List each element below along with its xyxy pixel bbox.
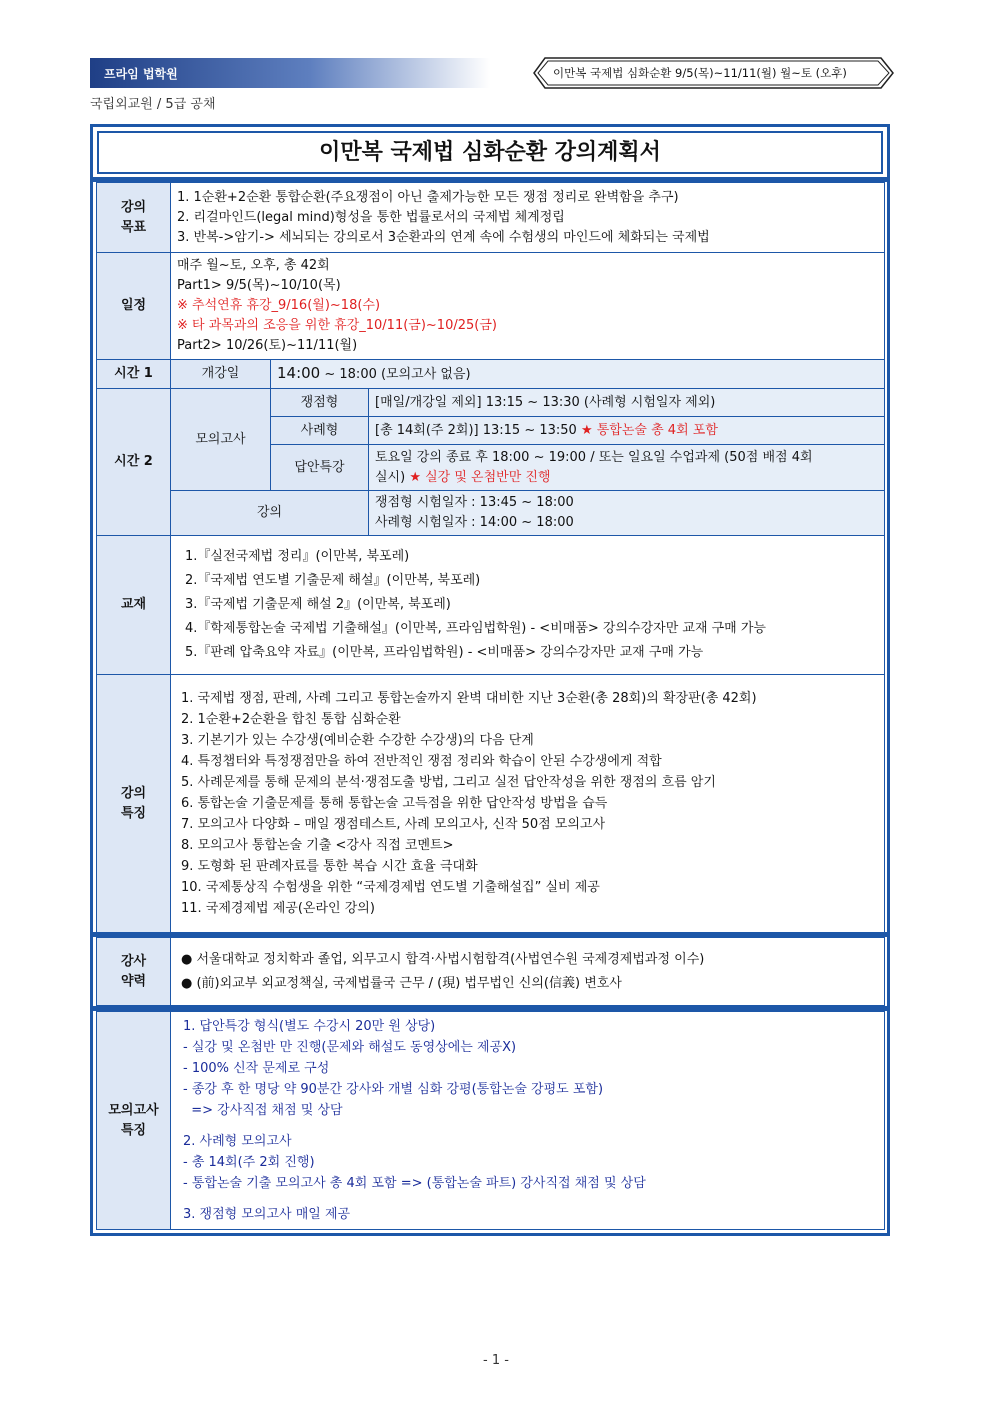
feature-item: 5. 사례문제를 통해 문제의 분석·쟁점도출 방법, 그리고 실전 답안작성을 위한 쟁점의 흐름 암기 — [181, 775, 716, 790]
time1-start: 14:00 — [277, 364, 321, 382]
career-item: ● (前)외교부 외교정책실, 국제법률국 근무 / (現) 법무법인 신의(信義) 변호사 — [181, 975, 622, 991]
mock-line: - 100% 신작 문제로 구성 — [183, 1061, 330, 1076]
course-tag — [533, 57, 895, 89]
schedule-content — [171, 253, 885, 360]
row-schedule — [97, 253, 885, 360]
row-goal — [97, 183, 885, 253]
case-type-content — [369, 417, 885, 445]
case-type-note: ★ 통합논술 총 4회 포함 — [580, 422, 718, 438]
answer-lecture-label: 답안특강 — [271, 445, 369, 491]
lecture-time-text: 쟁점형 시험일자 : 13:45 ~ 18:00 — [375, 495, 574, 510]
page-title: 이만복 국제법 심화순환 강의계획서 — [97, 131, 883, 174]
time1-label: 시간 1 — [97, 360, 171, 389]
schedule-line: Part2> 10/26(토)~11/11(월) — [177, 338, 358, 353]
mock-line: - 실강 및 온첨반 만 진행(문제와 해설도 동영상에는 제공X) — [183, 1040, 517, 1055]
plan-table-mock — [96, 1011, 885, 1230]
case-type-label: 사례형 — [271, 417, 369, 445]
textbook-item: 5.『판례 압축요약 자료』(이만복, 프라임법학원) - <비매품> 강의수강자만 교재 구매 가능 — [185, 645, 704, 660]
mock-exam-label: 모의고사 — [171, 389, 271, 491]
row-textbooks — [97, 536, 885, 675]
time1-rest: ~ 18:00 (모의고사 없음) — [320, 367, 471, 382]
career-content — [171, 938, 885, 1006]
goal-line: 3. 반복->암기-> 세뇌되는 강의로서 3순환과의 연계 속에 수험생의 마인드에 체화되는 국제법 — [177, 229, 710, 245]
career-item: ● 서울대학교 정치학과 졸업, 외무고시 합격·사법시험합격(사법연수원 국제경제법과정 이수) — [181, 951, 705, 967]
feature-item: 1. 국제법 쟁점, 판례, 사례 그리고 통합논술까지 완벽 대비한 지난 3순환(총 28회)의 확장판(총 42회) — [181, 691, 757, 706]
features-content — [171, 675, 885, 933]
textbook-item: 4.『학제통합논술 국제법 기출해설』(이만복, 프라임법학원) - <비매품> 강의수강자만 교재 구매 가능 — [185, 621, 766, 636]
feature-item: 9. 도형화 된 판례자료를 통한 복습 시간 효율 극대화 — [181, 859, 478, 874]
brand-banner — [90, 58, 490, 88]
mock-line: 1. 답안특강 형식(별도 수강시 20만 원 상당) — [183, 1019, 436, 1034]
row-time1 — [97, 360, 885, 389]
mock-line: => 강사직접 채점 및 상담 — [183, 1103, 343, 1118]
feature-item: 11. 국제경제법 제공(온라인 강의) — [181, 901, 375, 916]
feature-item: 3. 기본기가 있는 수강생(예비순환 수강한 수강생)의 다음 단계 — [181, 733, 534, 748]
goal-line: 2. 리걸마인드(legal mind)형성을 통한 법률로서의 국제법 체계정립 — [177, 209, 565, 225]
feature-item: 8. 모의고사 통합논술 기출 <강사 직접 코멘트> — [181, 838, 454, 853]
textbook-item: 2.『국제법 연도별 기출문제 해설』(이만복, 북포레) — [185, 573, 481, 588]
feature-item: 2. 1순환+2순환을 합친 통합 심화순환 — [181, 712, 401, 727]
goal-line: 1. 1순환+2순환 통합순환(주요쟁점이 아닌 출제가능한 모든 쟁점 정리로 완벽함을 추구) — [177, 189, 679, 205]
features-label: 강의 특징 — [97, 675, 171, 933]
row-career — [97, 938, 885, 1006]
lecture-time-label: 강의 — [171, 491, 369, 536]
brand-name: 프라임 법학원 — [104, 67, 178, 81]
row-features — [97, 675, 885, 933]
answer-lecture-content — [369, 445, 885, 491]
plan-table-career — [96, 937, 885, 1006]
answer-lecture-text: 토요일 강의 종료 후 18:00 ~ 19:00 / 또는 일요일 수업과제 (50점 배점 4회 — [375, 449, 813, 465]
schedule-line: 매주 월~토, 오후, 총 42회 — [177, 258, 330, 273]
page-number: - 1 - — [483, 1353, 509, 1368]
feature-item: 10. 국제통상직 수험생을 위한 “국제경제법 연도별 기출해설집” 실비 제공 — [181, 880, 600, 895]
goal-content — [171, 183, 885, 253]
opening-day-label: 개강일 — [171, 360, 271, 389]
lecture-time-text: 사례형 시험일자 : 14:00 ~ 18:00 — [375, 515, 574, 530]
mock-line: - 통합논술 기출 모의고사 총 4회 포함 => (통합논술 파트) 강사직접 채점 및 상담 — [183, 1176, 646, 1191]
textbook-item: 1.『실전국제법 정리』(이만복, 북포레) — [185, 549, 410, 564]
feature-item: 6. 통합논술 기출문제를 통해 통합논술 고득점을 위한 답안작성 방법을 습득 — [181, 796, 608, 811]
feature-item: 7. 모의고사 다양화 – 매일 쟁점테스트, 사례 모의고사, 신작 50점 모의고사 — [181, 817, 606, 832]
schedule-holiday-note: ※ 타 과목과의 조응을 위한 휴강_10/11(금)~10/25(금) — [177, 318, 497, 333]
answer-lecture-note: ★ 실강 및 온첨반만 진행 — [409, 469, 551, 485]
answer-lecture-text: 실시) — [375, 469, 410, 485]
time1-content — [271, 360, 885, 389]
textbook-item: 3.『국제법 기출문제 해설 2』(이만복, 북포레) — [185, 597, 451, 612]
schedule-line: Part1> 9/5(목)~10/10(목) — [177, 278, 341, 293]
time2-label: 시간 2 — [97, 389, 171, 536]
lecture-time-content — [369, 491, 885, 536]
feature-item: 4. 특정챕터와 특정쟁점만을 하여 전반적인 쟁점 정리와 학습이 안된 수강생에게 적합 — [181, 754, 662, 769]
goal-label: 강의 목표 — [97, 183, 171, 253]
case-type-text: [총 14회(주 2회)] 13:15 ~ 13:50 — [375, 422, 581, 438]
exam-subtitle: 국립외교원 / 5급 공채 — [90, 97, 216, 112]
mock-line: 3. 쟁점형 모의고사 매일 제공 — [183, 1207, 351, 1222]
mock-line: - 종강 후 한 명당 약 90분간 강사와 개별 심화 강평(통합논술 강평도 포함) — [183, 1082, 604, 1097]
textbooks-label: 교재 — [97, 536, 171, 675]
career-label: 강사 약력 — [97, 938, 171, 1006]
mock-features-content — [171, 1012, 885, 1230]
issue-type-text: [매일/개강일 제외] 13:15 ~ 13:30 (사례형 시험일자 제외) — [369, 389, 885, 417]
row-lecture-time — [97, 491, 885, 536]
lecture-plan-frame — [90, 124, 890, 1236]
row-mock-features — [97, 1012, 885, 1230]
mock-features-label: 모의고사 특징 — [97, 1012, 171, 1230]
mock-line: 2. 사례형 모의고사 — [183, 1134, 292, 1149]
schedule-label: 일정 — [97, 253, 171, 360]
plan-table-main — [96, 182, 885, 933]
schedule-holiday-note: ※ 추석연휴 휴강_9/16(월)~18(수) — [177, 298, 381, 313]
mock-line: - 총 14회(주 2회 진행) — [183, 1155, 315, 1170]
row-issue-type — [97, 389, 885, 417]
textbooks-content — [171, 536, 885, 675]
course-tag-text: 이만복 국제법 심화순환 9/5(목)~11/11(월) 월~토 (오후) — [553, 66, 847, 80]
issue-type-label: 쟁점형 — [271, 389, 369, 417]
